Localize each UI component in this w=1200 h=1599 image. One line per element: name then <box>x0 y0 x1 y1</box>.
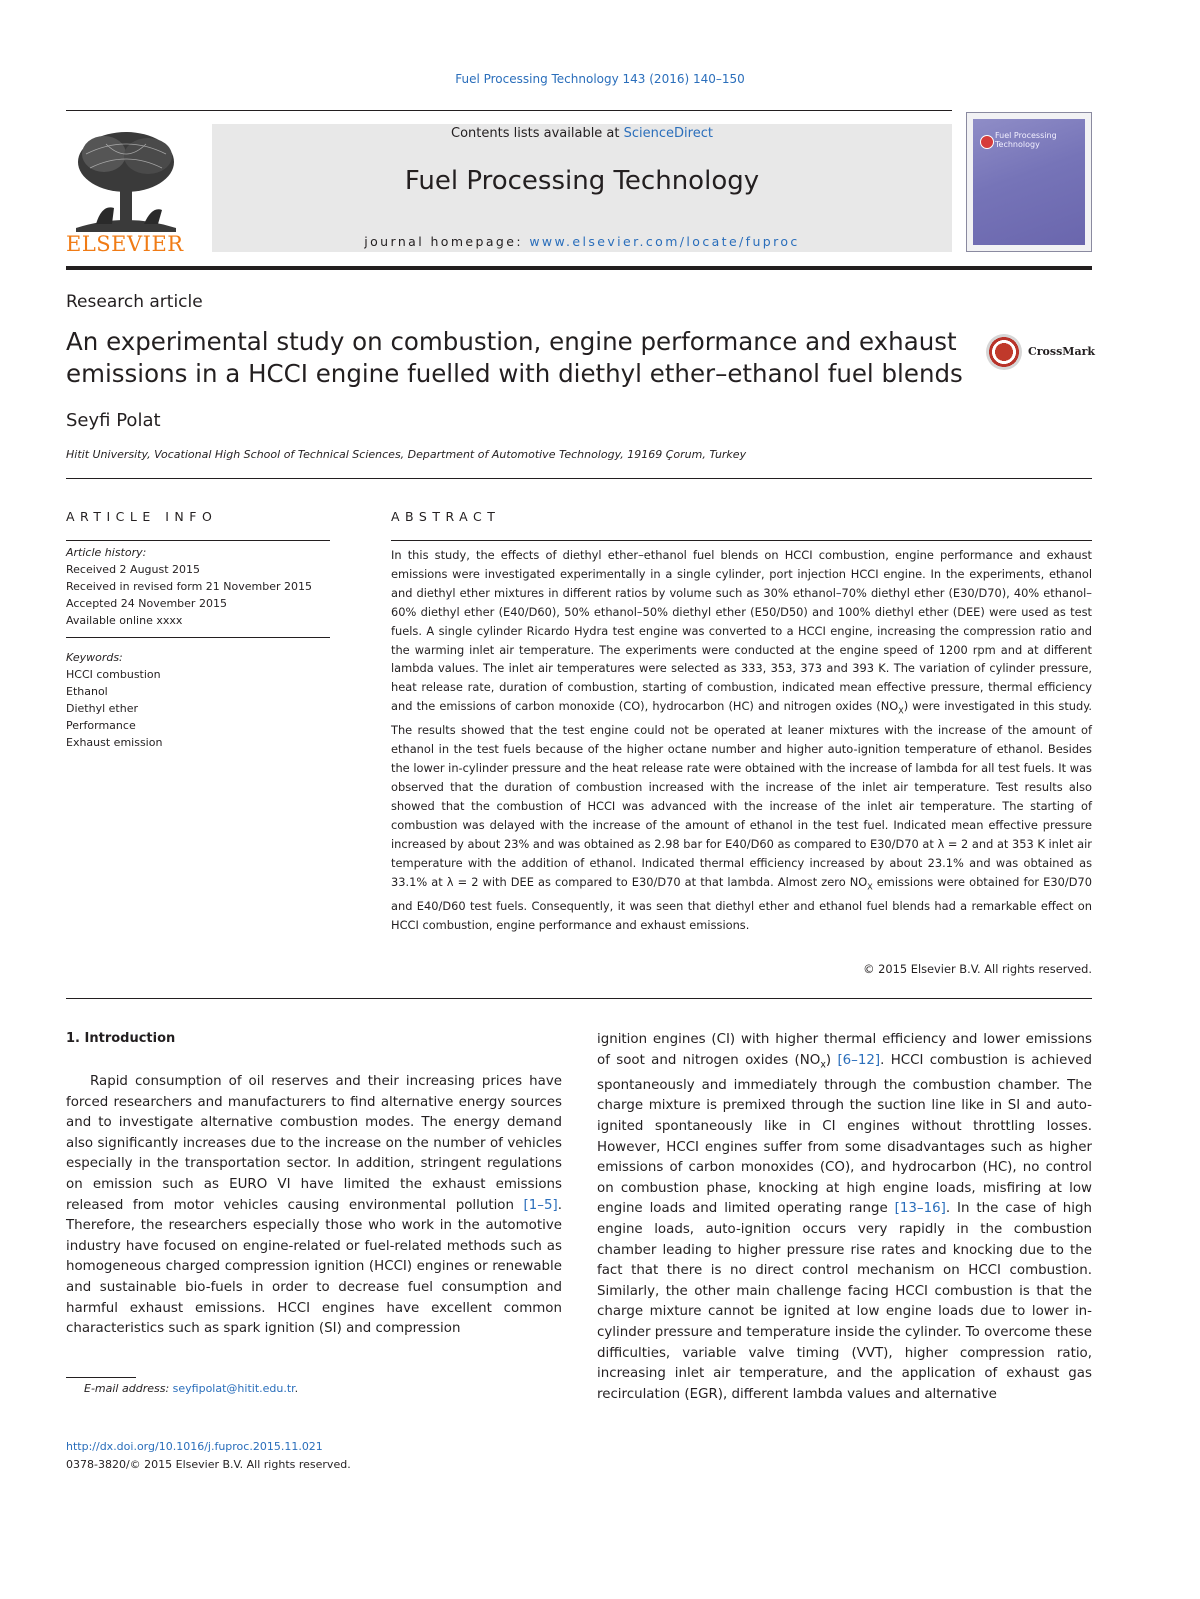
keywords-label: Keywords: <box>66 651 123 664</box>
body-text: . In the case of high engine loads, auto-ignition occurs very rapidly in the combustion chamber leading to higher pressure rise rates and knocking due to the fact that there is no direct control mechanism on HCCI combustion. Similarly, the other main challenge facing HCCI combustion is that the charge mixture cannot be ignited at low engine loads due to lower in-cylinder pressure and temperature inside the cylinder. To overcome these difficulties, variable valve timing (VVT), higher compression ratio, increasing inlet air temperature, and the application of exhaust gas recirculation (EGR), different lambda values and alternative <box>597 1201 1092 1402</box>
body-text: Rapid consumption of oil reserves and their increasing prices have forced researchers and manufacturers to find alternative energy sources and to investigate alternative combustion modes. The energy demand also significantly increases due to the increase on the number of vehicles especially in the transportation sector. In addition, stringent regulations on emission such as EURO VI have limited the exhaust emissions released from motor vehicles causing environmental pollution <box>66 1074 562 1213</box>
author-affiliation: Hitit University, Vocational High School of Technical Sciences, Department of Automotive Technology, 19169 Çorum, Turkey <box>66 448 747 461</box>
front-matter-rule <box>66 478 1092 479</box>
sciencedirect-link[interactable]: ScienceDirect <box>623 126 713 141</box>
subscript: X <box>867 881 873 891</box>
subscript: x <box>820 1059 826 1071</box>
issn-copyright: 0378-3820/© 2015 Elsevier B.V. All rights reserved. <box>66 1458 351 1471</box>
abstract-heading: ABSTRACT <box>391 509 501 524</box>
article-history <box>66 544 330 629</box>
cover-title: Fuel Processing Technology <box>995 131 1057 149</box>
author-name: Seyfi Polat <box>66 410 161 431</box>
citation-link[interactable]: [1–5] <box>523 1197 558 1213</box>
journal-cover-thumbnail[interactable] <box>966 112 1092 252</box>
masthead-thick-rule <box>66 266 1092 270</box>
history-item: Available online xxxx <box>66 614 183 627</box>
abstract-text-part: emissions were obtained for E30/D70 and E40/D60 test fuels. Consequently, it was seen that diethyl ether and ethanol fuel blends had a remarkable effect on HCCI combustion, engine performance and exhaust emissions. <box>391 874 1092 932</box>
journal-title: Fuel Processing Technology <box>404 166 760 196</box>
journal-homepage-link[interactable]: www.elsevier.com/locate/fuproc <box>529 234 800 249</box>
contents-line <box>212 126 952 141</box>
crossmark-badge[interactable] <box>986 334 1096 372</box>
abstract-body <box>391 546 1092 935</box>
article-info-rule <box>66 540 330 541</box>
homepage-prefix: journal homepage: <box>364 234 530 249</box>
history-label: Article history: <box>66 546 147 559</box>
subscript: X <box>898 706 904 716</box>
abstract-rule <box>391 540 1092 541</box>
author-email-footnote <box>84 1382 298 1395</box>
contents-prefix: Contents lists available at <box>451 126 624 141</box>
doi-text[interactable]: http://dx.doi.org/10.1016/j.fuproc.2015.11.021 <box>66 1440 323 1453</box>
intro-left-column <box>66 1072 562 1340</box>
body-text: . Therefore, the researchers especially those who work in the automotive industry have focused on engine-related or fuel-related methods such as homogeneous charged compression ignition (HCCI) engines or renewable and sustainable bio-fuels in order to decrease fuel consumption and harmful exhaust emissions. HCCI engines have excellent common characteristics such as spark ignition (SI) and compression <box>66 1197 562 1337</box>
author-email-link[interactable]: seyfipolat@hitit.edu.tr <box>172 1382 295 1395</box>
journal-homepage-line <box>212 234 952 249</box>
body-text: ) <box>825 1052 838 1068</box>
article-type: Research article <box>66 292 203 312</box>
crossmark-icon <box>986 334 1022 370</box>
keyword-item: Ethanol <box>66 685 108 698</box>
cover-badge-icon <box>980 135 994 149</box>
footnote-rule <box>66 1377 136 1378</box>
keyword-item: HCCI combustion <box>66 668 161 681</box>
email-end: . <box>294 1382 299 1395</box>
history-item: Received in revised form 21 November 2015 <box>66 580 313 593</box>
keyword-item: Exhaust emission <box>66 736 163 749</box>
keyword-item: Performance <box>66 719 136 732</box>
abstract-end-rule <box>66 998 1092 999</box>
doi-link[interactable] <box>66 1440 323 1453</box>
abstract-text-part: ) were investigated in this study. The results showed that the test engine could not be operated at leaner mixtures with the increase of the amount of ethanol in the test fuels because of the higher octane number and higher auto-ignition temperature of ethanol. Besides the lower in-cylinder pressure and the heat release rate were obtained with the increase of lambda for all test fuels. It was observed that the duration of combustion increased with the increase of the inlet air temperature. Test results also showed that the combustion of HCCI was advanced with the increase of the inlet air temperature. The starting of combustion was delayed with the increase of the amount of ethanol in the test fuel. Indicated mean effective pressure increased by about 23% and was obtained as 2.98 bar for E40/D60 as compared to E30/D70 at λ = 2 and at 353 K inlet air temperature with the addition of ethanol. Indicated thermal efficiency increased by about 23.1% and was obtained as 33.1% at λ = 2 with DEE as compared to E30/D70 at that lambda. Almost zero NO <box>391 699 1092 889</box>
history-item: Received 2 August 2015 <box>66 563 201 576</box>
email-label: E-mail address: <box>84 1382 173 1395</box>
citation-link[interactable]: [6–12] <box>837 1052 881 1068</box>
keywords-block <box>66 649 330 751</box>
article-title: An experimental study on combustion, engine performance and exhaust emissions in a HCCI engine fuelled with diethyl ether–ethanol fuel blends <box>66 327 963 388</box>
article-info-heading: ARTICLE INFO <box>66 509 218 524</box>
publisher-wordmark: ELSEVIER <box>66 232 184 256</box>
section-heading-introduction: 1. Introduction <box>66 1031 176 1046</box>
body-text: . HCCI combustion is achieved spontaneously and immediately through the combustion chamber. The charge mixture is premixed through the suction line like in SI and auto-ignited spontaneously like in CI engines without throttling losses. However, HCCI engines suffer from some disadvantages such as higher emissions of carbon monoxides (CO), and hydrocarbon (HC), no control on combustion phase, knocking at high engine loads, misfiring at low engine loads and limited operating range <box>597 1052 1092 1217</box>
abstract-text-part: In this study, the effects of diethyl ether–ethanol fuel blends on HCCI combustion, engine performance and exhaust emissions were investigated experimentally in a single cylinder, port injection HCCI engine. In the experiments, ethanol and diethyl ether mixtures in different ratios by volume such as 30% ethanol–70% diethyl ether (E30/D70), 40% ethanol–60% diethyl ether (E40/D60), 50% ethanol–50% diethyl ether (E50/D50) and 100% diethyl ether (DEE) were used as test fuels. A single cylinder Ricardo Hydra test engine was converted to a HCCI engine, increasing the compression ratio and the warming inlet air temperature. The experiments were conducted at the engine speed of 1200 rpm and at different lambda values. The inlet air temperatures were selected as 333, 353, 373 and 393 K. The variation of cylinder pressure, heat release rate, duration of combustion, starting of combustion, indicated mean effective pressure, thermal efficiency and the emissions of carbon monoxide (CO), hydrocarbon (HC) and nitrogen oxides (NO <box>391 548 1092 714</box>
header-rule <box>66 110 952 111</box>
cover-art <box>973 119 1085 245</box>
running-head[interactable]: Fuel Processing Technology 143 (2016) 140–150 <box>455 72 745 86</box>
article-info-divider <box>66 637 330 638</box>
citation-link[interactable]: [13–16] <box>894 1201 946 1217</box>
abstract-copyright: © 2015 Elsevier B.V. All rights reserved. <box>863 962 1092 976</box>
crossmark-label: CrossMark <box>1028 345 1095 358</box>
body-text: ignition engines (CI) with higher thermal efficiency and lower emissions of soot and nitrogen oxides (NO <box>597 1032 1092 1068</box>
keyword-item: Diethyl ether <box>66 702 138 715</box>
history-item: Accepted 24 November 2015 <box>66 597 227 610</box>
intro-right-column <box>597 1030 1092 1405</box>
